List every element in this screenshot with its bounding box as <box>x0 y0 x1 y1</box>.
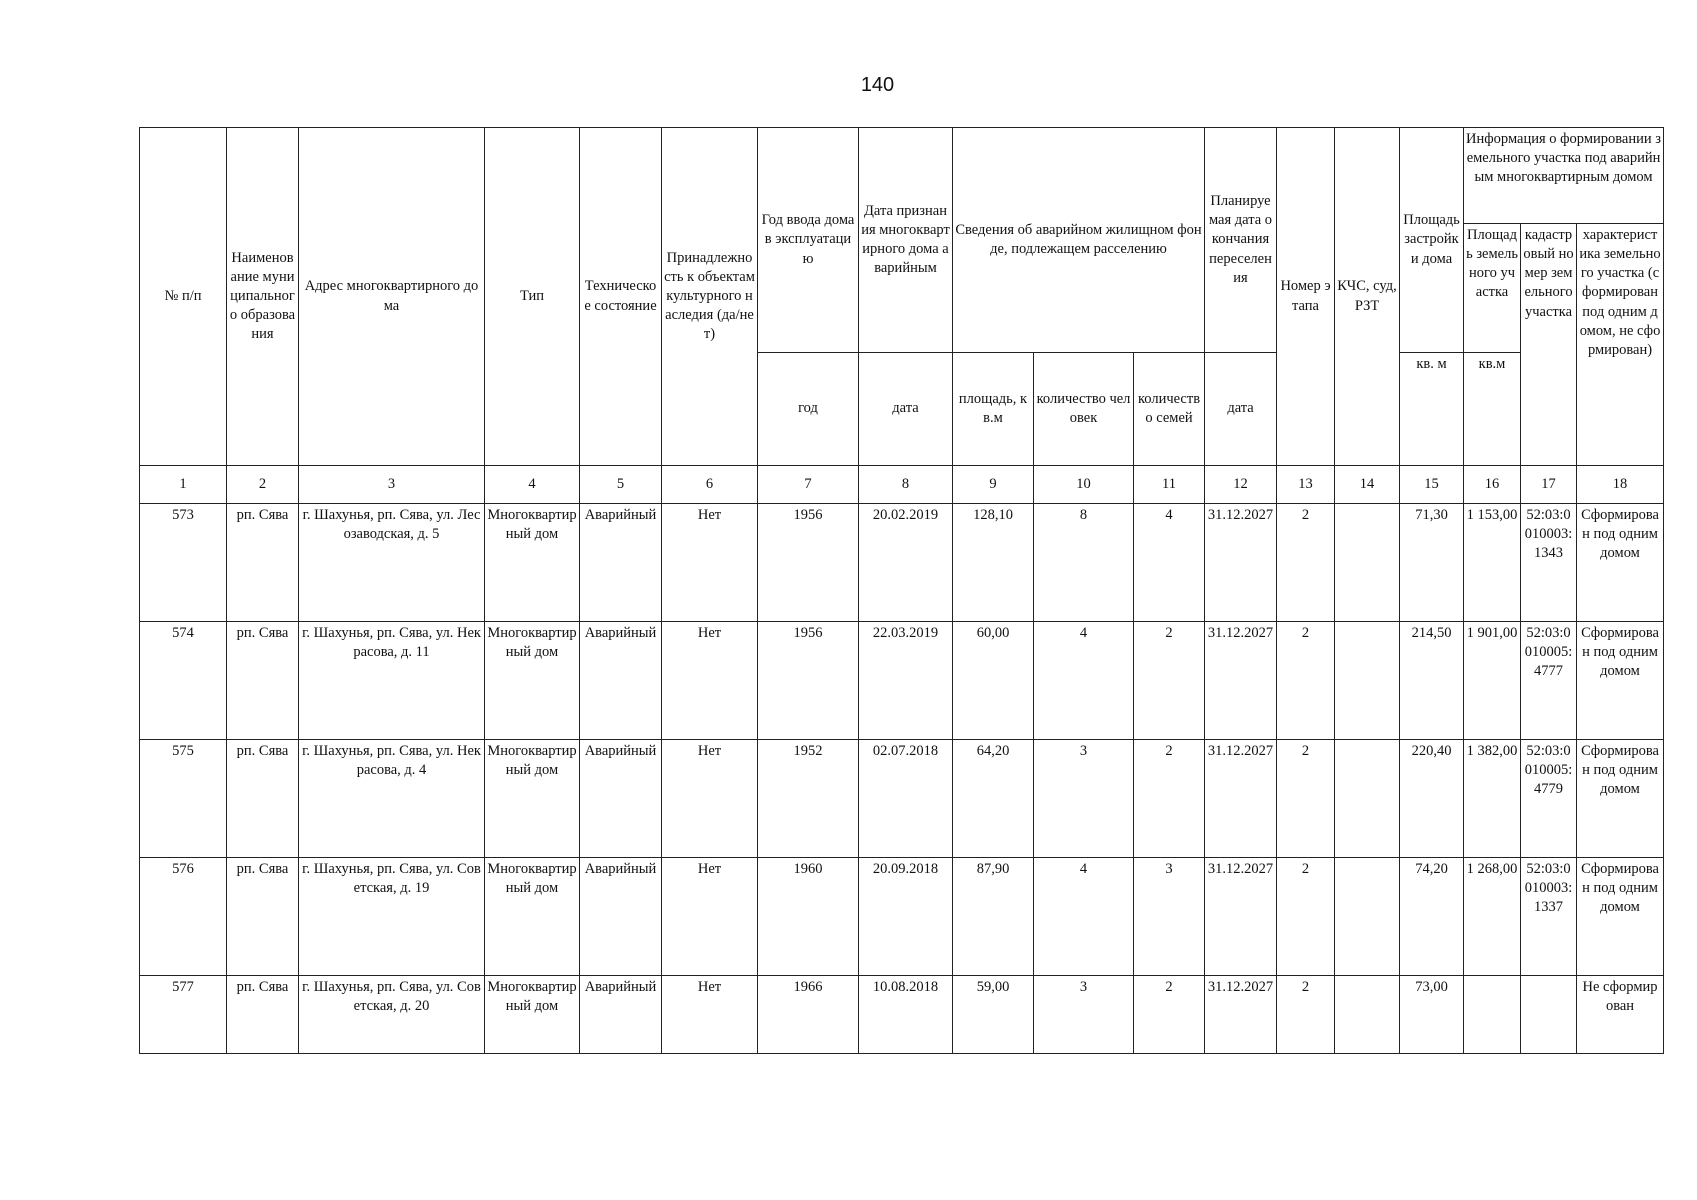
header-type: Тип <box>485 128 580 466</box>
column-number: 9 <box>953 466 1034 504</box>
column-number: 10 <box>1034 466 1134 504</box>
cell-tech-state: Аварийный <box>580 858 662 976</box>
column-number: 4 <box>485 466 580 504</box>
header-date-declared: Дата признания многоквартирного дома аварийным <box>859 128 953 353</box>
cell-land-area <box>1464 976 1521 1054</box>
cell-area: 87,90 <box>953 858 1034 976</box>
cell-municipality: рп. Сява <box>227 504 299 622</box>
header-address: Адрес многоквартирного дома <box>299 128 485 466</box>
column-number: 16 <box>1464 466 1521 504</box>
cell-heritage: Нет <box>662 504 758 622</box>
cell-tech-state: Аварийный <box>580 976 662 1054</box>
cell-kchs <box>1335 504 1400 622</box>
cell-date-declared: 02.07.2018 <box>859 740 953 858</box>
cell-area: 60,00 <box>953 622 1034 740</box>
cell-type: Многоквартирный дом <box>485 622 580 740</box>
cell-year: 1966 <box>758 976 859 1054</box>
table-row <box>140 740 1664 858</box>
cell-families: 3 <box>1134 858 1205 976</box>
cell-kchs <box>1335 976 1400 1054</box>
unit-year: год <box>758 353 859 466</box>
cell-built-area: 220,40 <box>1400 740 1464 858</box>
cell-heritage: Нет <box>662 740 758 858</box>
cell-land-area: 1 268,00 <box>1464 858 1521 976</box>
cell-built-area: 214,50 <box>1400 622 1464 740</box>
cell-land-area: 1 153,00 <box>1464 504 1521 622</box>
column-number: 2 <box>227 466 299 504</box>
column-number: 11 <box>1134 466 1205 504</box>
cell-cadastral-number: 52:03:0010005:4779 <box>1521 740 1577 858</box>
cell-built-area: 71,30 <box>1400 504 1464 622</box>
header-emergency-fund: Сведения об аварийном жилищном фонде, подлежащем расселению <box>953 128 1205 353</box>
cell-stage: 2 <box>1277 858 1335 976</box>
cell-cadastral-number: 52:03:0010003:1337 <box>1521 858 1577 976</box>
cell-stage: 2 <box>1277 622 1335 740</box>
header-municipality: Наименование муниципального образования <box>227 128 299 466</box>
header-built-area: Площадь застройки дома <box>1400 128 1464 353</box>
cell-address: г. Шахунья, рп. Сява, ул. Советская, д. 19 <box>299 858 485 976</box>
cell-type: Многоквартирный дом <box>485 504 580 622</box>
cell-plan-date: 31.12.2027 <box>1205 504 1277 622</box>
cell-row-number: 576 <box>140 858 227 976</box>
table-row <box>140 504 1664 622</box>
cell-date-declared: 20.02.2019 <box>859 504 953 622</box>
cell-row-number: 575 <box>140 740 227 858</box>
cell-address: г. Шахунья, рп. Сява, ул. Некрасова, д. 4 <box>299 740 485 858</box>
emergency-housing-table <box>139 127 1664 1054</box>
cell-land-characteristic: Не сформирован <box>1577 976 1664 1054</box>
cell-plan-date: 31.12.2027 <box>1205 740 1277 858</box>
cell-type: Многоквартирный дом <box>485 858 580 976</box>
cell-built-area: 74,20 <box>1400 858 1464 976</box>
cell-families: 4 <box>1134 504 1205 622</box>
cell-type: Многоквартирный дом <box>485 976 580 1054</box>
cell-land-characteristic: Сформирован под одним домом <box>1577 622 1664 740</box>
cell-land-characteristic: Сформирован под одним домом <box>1577 504 1664 622</box>
cell-stage: 2 <box>1277 740 1335 858</box>
table-row <box>140 858 1664 976</box>
header-tech-state: Техническое состояние <box>580 128 662 466</box>
cell-plan-date: 31.12.2027 <box>1205 976 1277 1054</box>
cell-land-characteristic: Сформирован под одним домом <box>1577 858 1664 976</box>
cell-plan-date: 31.12.2027 <box>1205 858 1277 976</box>
cell-people: 4 <box>1034 858 1134 976</box>
cell-kchs <box>1335 858 1400 976</box>
cell-year: 1952 <box>758 740 859 858</box>
cell-date-declared: 22.03.2019 <box>859 622 953 740</box>
cell-year: 1956 <box>758 504 859 622</box>
cell-municipality: рп. Сява <box>227 622 299 740</box>
cell-families: 2 <box>1134 740 1205 858</box>
unit-plan-date: дата <box>1205 353 1277 466</box>
column-number: 6 <box>662 466 758 504</box>
cell-stage: 2 <box>1277 976 1335 1054</box>
cell-year: 1956 <box>758 622 859 740</box>
cell-municipality: рп. Сява <box>227 740 299 858</box>
header-stage-number: Номер этапа <box>1277 128 1335 466</box>
column-number: 17 <box>1521 466 1577 504</box>
cell-area: 128,10 <box>953 504 1034 622</box>
cell-address: г. Шахунья, рп. Сява, ул. Лесозаводская, д. 5 <box>299 504 485 622</box>
cell-plan-date: 31.12.2027 <box>1205 622 1277 740</box>
cell-land-area: 1 382,00 <box>1464 740 1521 858</box>
cell-row-number: 574 <box>140 622 227 740</box>
cell-built-area: 73,00 <box>1400 976 1464 1054</box>
table-row <box>140 622 1664 740</box>
page-number: 140 <box>860 74 895 96</box>
cell-land-area: 1 901,00 <box>1464 622 1521 740</box>
column-number: 1 <box>140 466 227 504</box>
column-number: 5 <box>580 466 662 504</box>
cell-year: 1960 <box>758 858 859 976</box>
cell-families: 2 <box>1134 622 1205 740</box>
cell-address: г. Шахунья, рп. Сява, ул. Советская, д. 20 <box>299 976 485 1054</box>
table-row <box>140 976 1664 1054</box>
cell-tech-state: Аварийный <box>580 622 662 740</box>
cell-heritage: Нет <box>662 976 758 1054</box>
cell-row-number: 573 <box>140 504 227 622</box>
header-heritage: Принадлежность к объектам культурного наследия (да/нет) <box>662 128 758 466</box>
cell-date-declared: 20.09.2018 <box>859 858 953 976</box>
cell-address: г. Шахунья, рп. Сява, ул. Некрасова, д. 11 <box>299 622 485 740</box>
column-number: 13 <box>1277 466 1335 504</box>
unit-land-area: кв.м <box>1464 353 1521 466</box>
cell-cadastral-number <box>1521 976 1577 1054</box>
cell-tech-state: Аварийный <box>580 740 662 858</box>
cell-people: 3 <box>1034 740 1134 858</box>
header-planned-date: Планируемая дата окончания переселения <box>1205 128 1277 353</box>
header-cadastral-number: кадастровый номер земельного участка <box>1521 224 1577 466</box>
cell-area: 64,20 <box>953 740 1034 858</box>
cell-kchs <box>1335 622 1400 740</box>
cell-heritage: Нет <box>662 858 758 976</box>
header-land-info: Информация о формировании земельного участка под аварийным многоквартирным домом <box>1464 128 1664 224</box>
cell-families: 2 <box>1134 976 1205 1054</box>
cell-cadastral-number: 52:03:0010005:4777 <box>1521 622 1577 740</box>
column-number: 15 <box>1400 466 1464 504</box>
unit-families: количество семей <box>1134 353 1205 466</box>
cell-date-declared: 10.08.2018 <box>859 976 953 1054</box>
header-row-number: № п/п <box>140 128 227 466</box>
header-land-area: Площадь земельного участка <box>1464 224 1521 353</box>
cell-people: 4 <box>1034 622 1134 740</box>
column-number: 8 <box>859 466 953 504</box>
cell-area: 59,00 <box>953 976 1034 1054</box>
column-number: 3 <box>299 466 485 504</box>
column-number-row <box>140 466 1664 504</box>
column-number: 14 <box>1335 466 1400 504</box>
cell-kchs <box>1335 740 1400 858</box>
cell-cadastral-number: 52:03:0010003:1343 <box>1521 504 1577 622</box>
header-kchs: КЧС, суд, РЗТ <box>1335 128 1400 466</box>
cell-land-characteristic: Сформирован под одним домом <box>1577 740 1664 858</box>
unit-date: дата <box>859 353 953 466</box>
header-land-characteristic: характеристика земельного участка (сформирован под одним домом, не сформирован) <box>1577 224 1664 466</box>
cell-stage: 2 <box>1277 504 1335 622</box>
column-number: 12 <box>1205 466 1277 504</box>
cell-type: Многоквартирный дом <box>485 740 580 858</box>
unit-people: количество человек <box>1034 353 1134 466</box>
unit-area: площадь, кв.м <box>953 353 1034 466</box>
header-year-commissioned: Год ввода дома в эксплуатацию <box>758 128 859 353</box>
cell-people: 3 <box>1034 976 1134 1054</box>
cell-municipality: рп. Сява <box>227 976 299 1054</box>
cell-municipality: рп. Сява <box>227 858 299 976</box>
cell-row-number: 577 <box>140 976 227 1054</box>
column-number: 7 <box>758 466 859 504</box>
unit-built-area: кв. м <box>1400 353 1464 466</box>
cell-heritage: Нет <box>662 622 758 740</box>
column-number: 18 <box>1577 466 1664 504</box>
cell-tech-state: Аварийный <box>580 504 662 622</box>
cell-people: 8 <box>1034 504 1134 622</box>
